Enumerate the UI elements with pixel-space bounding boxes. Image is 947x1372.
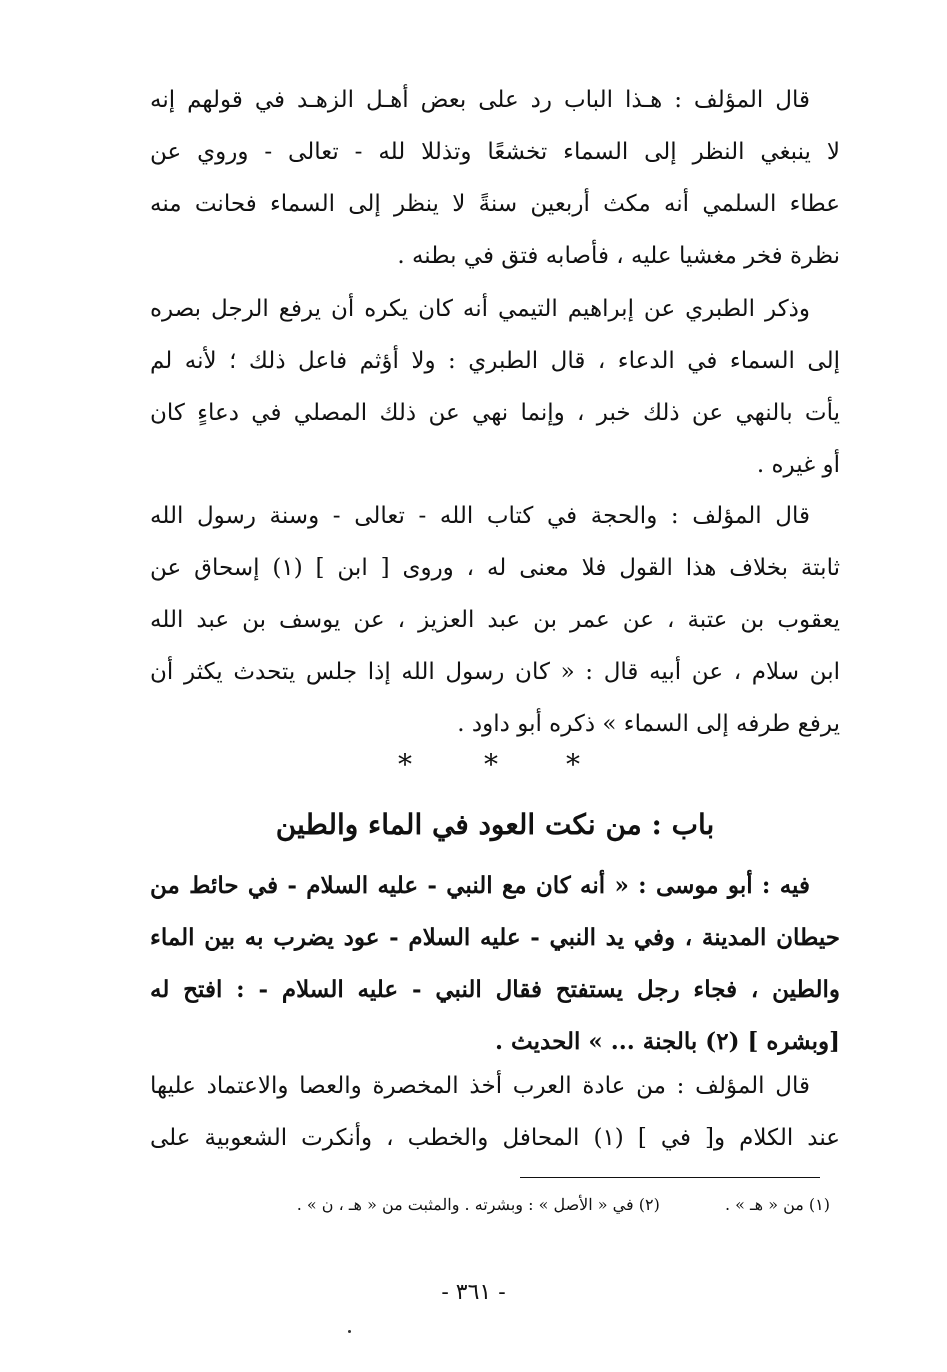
footnote-1: (١) من « هـ » . [724,1195,830,1214]
text-line: قال المؤلف : من عادة العرب أخذ المخصرة والعصا والاعتماد عليها [150,1073,810,1099]
text-line: يأت بالنهي عن ذلك خبر ، وإنما نهي عن ذلك المصلي في دعاءٍ كان [150,400,840,426]
text-line: وذكر الطبري عن إبراهيم التيمي أنه كان يكره أن يرفع الرجل بصره [150,296,810,322]
text-line: ابن سلام ، عن أبيه قال : « كان رسول الله إذا جلس يتحدث يكثر أن [150,659,840,685]
star-ornament: * [484,748,498,781]
chapter-title: باب : من نكت العود في الماء والطين [275,808,715,841]
text-line: فيه : أبو موسى : « أنه كان مع النبي - عليه السلام - في حائط من [150,872,810,899]
text-line: أو غيره . [756,452,840,478]
hadith-paragraph [150,860,840,1068]
star-ornament: * [566,748,580,781]
paragraph-1 [150,74,840,282]
text-line: إلى السماء في الدعاء ، قال الطبري : ولا أؤثم فاعل ذلك ؛ لأنه لم [150,348,840,374]
footnote-2: (٢) في « الأصل » : وبشرته . والمثبت من « هـ ، ن » . [296,1195,660,1214]
paragraph-2 [150,283,840,491]
text-line: لا ينبغي النظر إلى السماء تخشعًا وتذللا لله - تعالى - وروي عن [150,139,840,165]
text-line: حيطان المدينة ، وفي يد النبي - عليه السلام - عود يضرب به بين الماء [150,924,840,951]
section-divider [0,748,947,781]
text-line: يعقوب بن عتبة ، عن عمر بن عبد العزيز ، عن يوسف بن عبد الله [150,607,840,633]
text-line: [وبشره ] (٢) بالجنة ... » الحديث . [495,1028,840,1055]
text-line: ثابتة بخلاف هذا القول فلا معنى له ، وروى [ ابن ] (١) إسحاق عن [150,555,840,581]
scan-speck [348,1330,351,1333]
footnote-separator [520,1177,820,1178]
paragraph-4 [150,1060,840,1164]
text-line: نظرة فخر مغشيا عليه ، فأصابه فتق في بطنه . [397,243,840,269]
page-number: - ٣٦١ - [441,1280,506,1305]
footnotes [150,1193,830,1217]
text-line: والطين ، فجاء رجل يستفتح فقال النبي - عليه السلام - : افتح له [150,976,840,1003]
paragraph-3 [150,490,840,750]
text-line: عطاء السلمي أنه مكث أربعين سنةً لا ينظر إلى السماء فحانت منه [150,191,841,217]
text-line: يرفع طرفه إلى السماء » ذكره أبو داود . [457,711,840,737]
text-line: قال المؤلف : والحجة في كتاب الله - تعالى - وسنة رسول الله [150,503,810,529]
text-line: قال المؤلف : هـذا الباب رد على بعض أهـل الزهـد في قولهم إنه [150,87,810,113]
text-line: عند الكلام و[ في ] (١) المحافل والخطب ، وأنكرت الشعوبية على [150,1125,841,1151]
star-ornament: * [398,748,412,781]
